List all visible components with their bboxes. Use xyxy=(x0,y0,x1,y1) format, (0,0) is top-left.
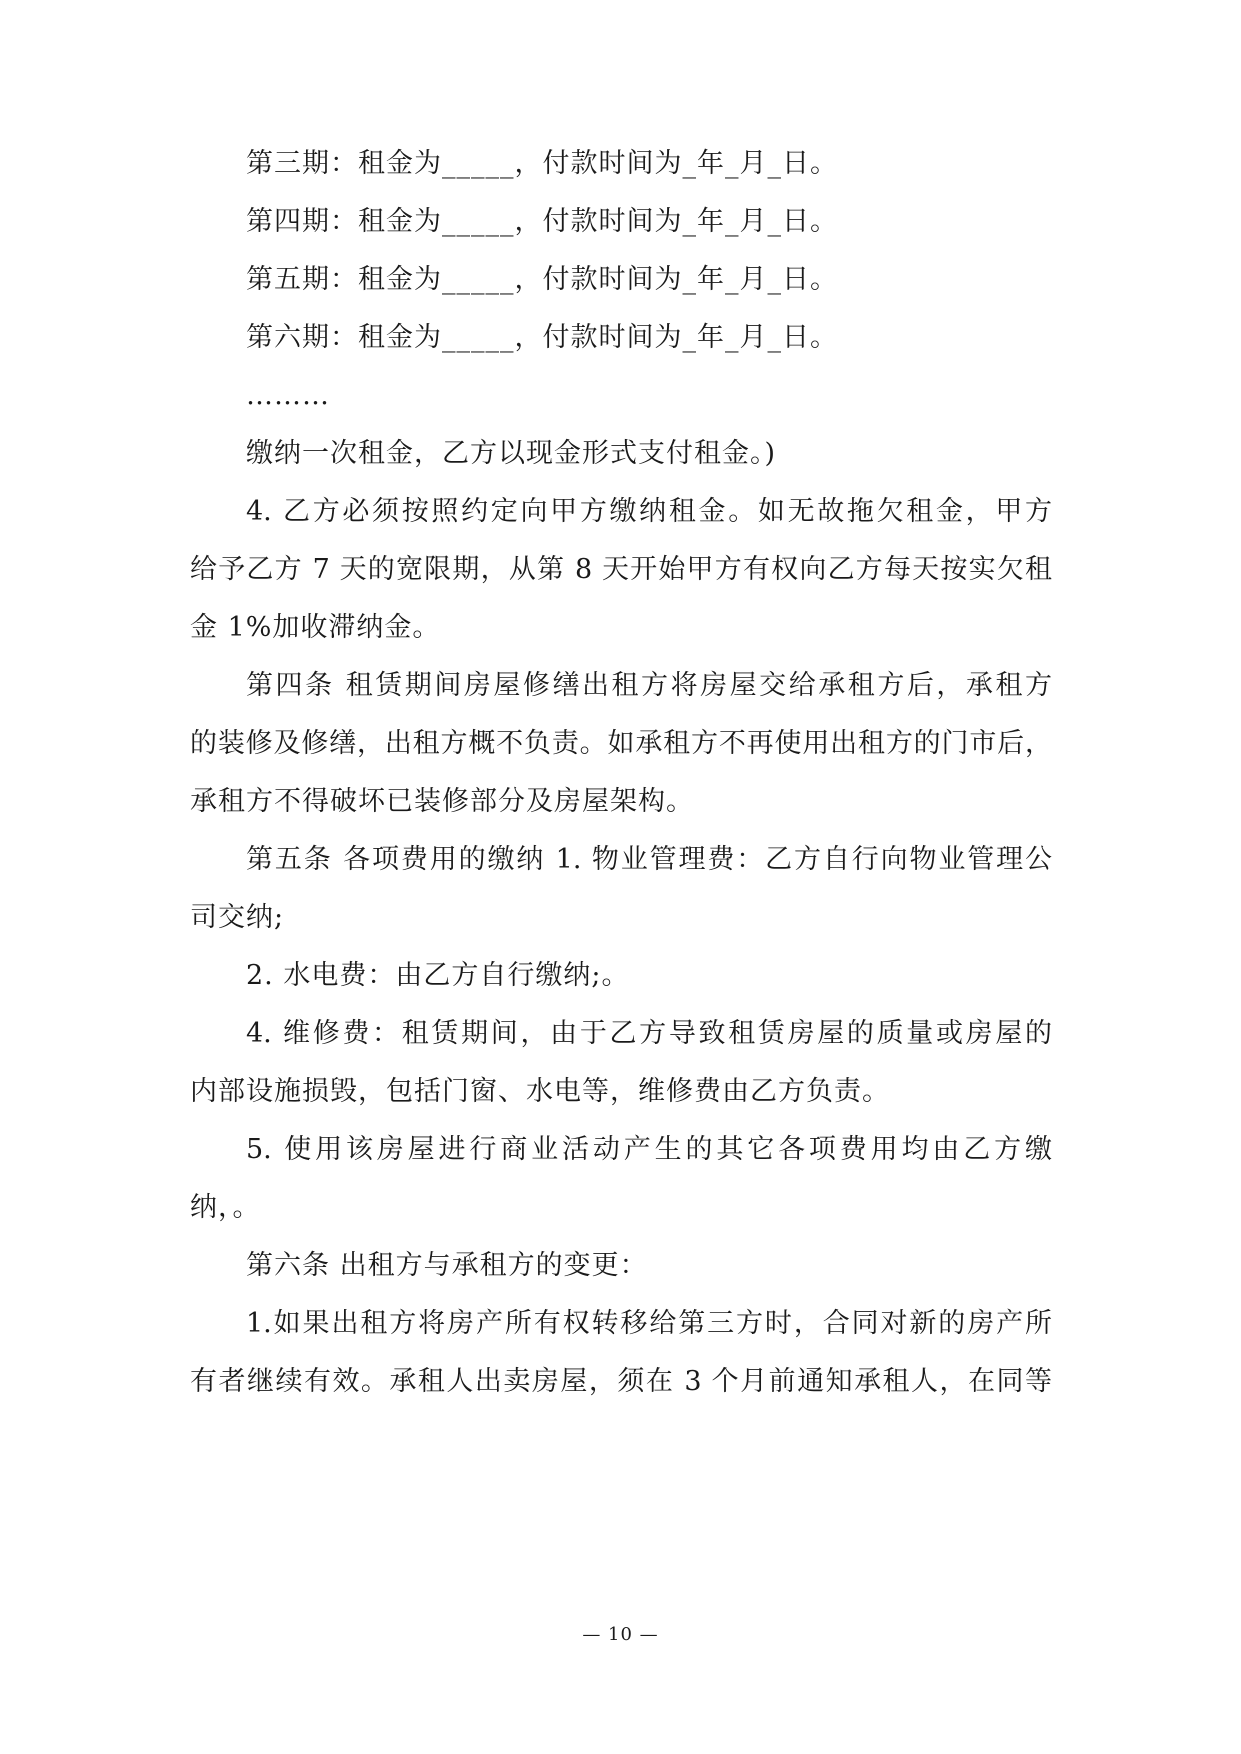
paragraph-line: 司交纳; xyxy=(190,902,285,933)
article-6-heading-line: 第六条 出租方与承租方的变更： xyxy=(246,1250,648,1281)
paragraph-line: 4. 维修费：租赁期间，由于乙方导致租赁房屋的质量或房屋的 xyxy=(246,1018,1052,1049)
ellipsis-line: ……… xyxy=(246,380,330,411)
paragraph-line: 有者继续有效。承租人出卖房屋，须在 3 个月前通知承租人，在同等 xyxy=(190,1366,1052,1397)
article-4-heading-line: 第四条 租赁期间房屋修缮出租方将房屋交给承租方后，承租方 xyxy=(246,670,1052,701)
paragraph-line: 5. 使用该房屋进行商业活动产生的其它各项费用均由乙方缴 xyxy=(246,1134,1052,1165)
paragraph-line: 的装修及修缮，出租方概不负责。如承租方不再使用出租方的门市后， xyxy=(190,728,1052,759)
paragraph-line: 4. 乙方必须按照约定向甲方缴纳租金。如无故拖欠租金，甲方 xyxy=(246,496,1052,527)
rent-period-4-line: 第四期：租金为_____，付款时间为_年_月_日。 xyxy=(246,206,838,237)
page-number: — 10 — xyxy=(582,1624,659,1645)
rent-period-6-line: 第六期：租金为_____，付款时间为_年_月_日。 xyxy=(246,322,838,353)
paragraph-line: 2. 水电费：由乙方自行缴纳;。 xyxy=(246,960,630,991)
paragraph-line: 纳，。 xyxy=(190,1192,261,1223)
paragraph-line: 内部设施损毁，包括门窗、水电等，维修费由乙方负责。 xyxy=(190,1076,890,1107)
paragraph-line: 缴纳一次租金，乙方以现金形式支付租金。) xyxy=(246,438,777,469)
paragraph-line: 1.如果出租方将房产所有权转移给第三方时，合同对新的房产所 xyxy=(246,1308,1052,1339)
rent-period-3-line: 第三期：租金为_____，付款时间为_年_月_日。 xyxy=(246,148,838,179)
paragraph-line: 金 1%加收滞纳金。 xyxy=(190,612,441,643)
paragraph-line: 承租方不得破坏已装修部分及房屋架构。 xyxy=(190,786,694,817)
rent-period-5-line: 第五期：租金为_____，付款时间为_年_月_日。 xyxy=(246,264,838,295)
article-5-heading-line: 第五条 各项费用的缴纳 1. 物业管理费：乙方自行向物业管理公 xyxy=(246,844,1052,875)
paragraph-line: 给予乙方 7 天的宽限期，从第 8 天开始甲方有权向乙方每天按实欠租 xyxy=(190,554,1052,585)
